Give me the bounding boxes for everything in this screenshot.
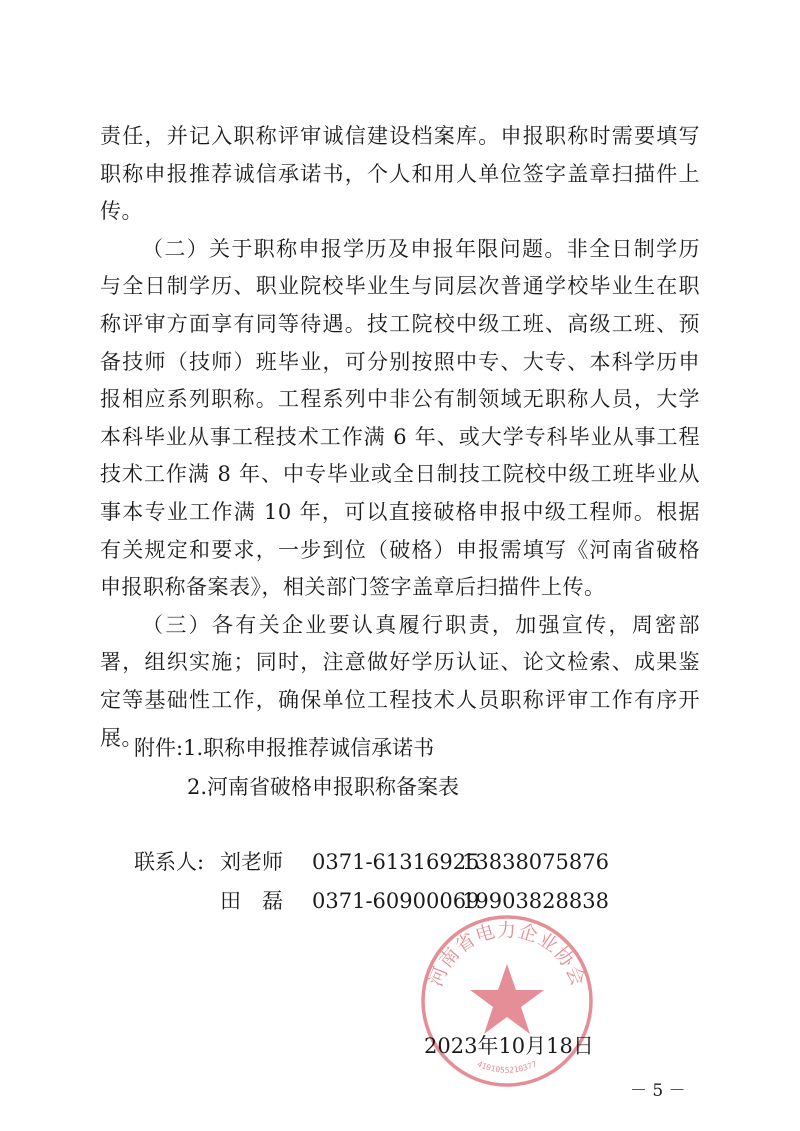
contact-phone-2: 0371-60900069 (312, 889, 480, 913)
attachments-label: 附件: (134, 736, 184, 760)
star-icon (470, 964, 544, 1034)
contact-phone-1: 0371-61316925 (312, 850, 480, 874)
seal-code: 4101055210377 (475, 1059, 539, 1075)
page-number: － 5 － (630, 1081, 686, 1101)
body-text (100, 118, 700, 757)
contact-mobile-2: 19903828838 (462, 889, 609, 913)
contact-name-2: 田 磊 (220, 889, 283, 913)
attachments (134, 729, 459, 807)
seal-text: 河南省电力企业协会 (424, 919, 590, 990)
paragraph-1: 责任，并记入职称评审诚信建设档案库。申报职称时需要填写职称申报推荐诚信承诺书，个人和用人单位签字盖章扫描件上传。 (100, 124, 700, 224)
official-seal (418, 912, 596, 1090)
contact-row-1 (134, 843, 609, 882)
contacts (134, 843, 609, 921)
attachment-item-2: 2.河南省破格申报职称备案表 (187, 775, 460, 799)
attachment-row-1 (134, 729, 459, 768)
attachment-item-1: 1.职称申报推荐诚信承诺书 (183, 736, 435, 760)
contacts-label: 联系人: (134, 850, 205, 874)
paragraph-3: （三）各有关企业要认真履行职责，加强宣传，周密部署，组织实施；同时，注意做好学历认证、论文检索、成果鉴定等基础性工作，确保单位工程技术人员职称评审工作有序开展。 (100, 612, 700, 750)
contact-name-1: 刘老师 (220, 850, 283, 874)
attachment-row-2 (134, 768, 459, 807)
document-date: 2023年10月18日 (424, 1034, 594, 1058)
contact-mobile-1: 13838075876 (462, 850, 609, 874)
paragraph-2: （二）关于职称申报学历及申报年限问题。非全日制学历与全日制学历、职业院校毕业生与同层次普通学校毕业生在职称评审方面享有同等待遇。技工院校中级工班、高级工班、预备技师（技师）班毕业，可分别按照中专、大专、本科学历申报相应系列职称。工程系列中非公有制领域无职称人员，大学本科毕业从事工程技术工作满 6 年、或大学专科毕业从事工程技术工作满 8 年、中专毕业或全日制技工院校中级工班毕业从事本专业工作满 10 年，可以直接破格申报中级工程师。根据有关规定和要求，一步到位（破格）申报需填写《河南省破格申报职称备案表》，相关部门签字盖章后扫描件上传。 (100, 236, 700, 600)
contacts-label-spacer (134, 882, 220, 921)
